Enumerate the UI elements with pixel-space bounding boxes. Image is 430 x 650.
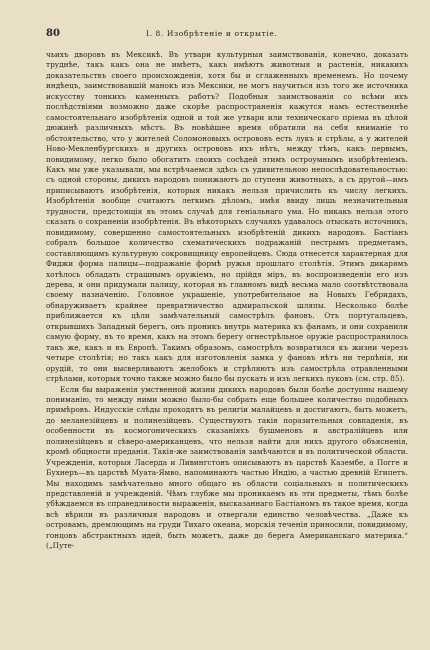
paragraph-1: чьихъ дворовъ въ Мексикѣ. Въ утвари культурныя заимствованія, конечно, доказать труднѣе, такъ какъ она не имѣетъ, какъ имѣютъ животныя и растенія, никакихъ доказательствъ своего происхожденія, хотя бы и сглаженныхъ временемъ. Но почему индѣецъ, заимствовавшій манокъ изъ Мексики, не могъ научиться изъ того же источника искусству тонкихъ каменныхъ работъ? Подобныя заимствованія со всѣми ихъ послѣдствіями возможно даже скорѣе распространенія кажутся намъ естественнѣе самостоятельнаго изобрѣтенія одной и той же утвари или техническаго пріема въ цѣлой дюжинѣ различныхъ мѣстъ. Въ новѣйшее время обратили на себя вниманіе то обстоятельство, что у жителей Соломоновыхъ острововъ есть лукъ и стрѣлы, а у жителей Ново-Мекленбургскихъ и другихъ острововъ ихъ нѣтъ, между тѣмъ, какъ первымъ, повидимому, легко было обогатить своихъ сосѣдей этимъ остроумнымъ изобрѣтеніемъ. Какъ мы уже указывали, мы встрѣчаемся здѣсь съ удивительною непослѣдовательностью: съ одной стороны, дикихъ народовъ понижаютъ до ступени животныхъ, а съ другой—имъ приписываютъ изобрѣтенія, которыя никакъ нельзя причислить къ числу легкихъ. Изобрѣтенія вообще считаютъ легкимъ дѣломъ, имѣя ввиду лишь незначительныя трудности, предстоящія въ этомъ случаѣ для геніальнаго ума. Но никакъ нельзя этого сказать о сохраненіи изобрѣтенія. Въ нѣкоторыхъ случаяхъ удавалось отыскать источникъ, повидимому, совершенно самостоятельныхъ изобрѣтеній дикихъ народовъ. Бастіанъ собралъ большое количество схематическихъ подражаній пестрымъ предметамъ, составляющимъ культурную сокровищницу европейцевъ. Сюда отнесется характерная для Фиджи форма палицы—подражаніе формѣ ружья прошлаго столѣтія. Этимъ дикарямъ хотѣлось обладать страшнымъ оружіемъ, но прійдя міръ, въ воспроизведеніи его изъ дерева, и они придумали палицу, которая въ главномъ видѣ весьма мало соотвѣтствовала своему назначенію. Головное украшеніе, употребительное на Новыхъ Гебридахъ, обнаруживаетъ крайнее превратничество адмиральской шляпы. Несколько болѣе приближается къ цѣли замѣчательный самострѣлъ фановъ. Отъ португальцевъ, открывшихъ Западный берегъ, онъ проникъ внутрь материка къ фанамъ, и они сохранили самую форму, въ то время, какъ на этомъ берегу огнестрѣльное оружіе распространилось такъ же, какъ и въ Европѣ. Такимъ образомъ, самострѣлъ возвратился къ жизни черезъ четыре столѣтія; но такъ какъ для изготовленія замка у фановъ нѣтъ ни терпѣнія, ни орудій, то они высверливаютъ желобокъ и стрѣляютъ изъ самострѣла отравленными стрѣлами, которыя точно также можно было бы пускать и изъ легкихъ луковъ (см. стр. 85).	[46, 50, 408, 384]
body-text	[46, 50, 408, 552]
page-number: 80	[46, 28, 60, 39]
running-head: I. 8. Изобрѣтеніе и открытіе.	[146, 29, 278, 38]
paragraph-2: Если бы выраженія умственной жизни дикихъ народовъ были болѣе доступны нашему пониманію, то между ними можно было-бы собрать еще большее количество подобныхъ примѣровъ. Индусскіе слѣды проходятъ въ религіи малайцевъ и достигаютъ, быть можетъ, до меланезійцевъ и полинезійцевъ. Существуютъ такія поразительныя совпаденія, въ особенности въ космогоническихъ сказаніяхъ бушменовъ и австралійцевъ или полинезійцевъ и сѣверо-американцевъ, что нельзя найти для нихъ другого объясненія, кромѣ общности преданія. Такія-же заимствованія замѣчаются и въ политической области. Учрежденія, которыя Ласерда и Ливингстонъ описываютъ въ царствѣ Казембе, а Погге и Бухнеръ—въ царствѣ Муата-Ямво, напоминаютъ частью Индію, а частью древній Египетъ. Мы находимъ замѣчательно много общаго въ области соціальныхъ и политическихъ представленій и учрежденій. Чѣмъ глубже мы проникаемъ въ эти предметы, тѣмъ болѣе убѣждаемся въ справедливости выраженія, высказаннаго Бастіаномъ въ такое время, когда всѣ вѣрили въ различныя народовъ и отвергали единство человѣчества. „Даже къ островамъ, дремлющимъ на груди Тихаго океана, морскія теченія приносили, повидимому, гонцовъ абстрактныхъ идей, быть можетъ, даже до берега Американскаго материка.“ („Путе-	[46, 384, 408, 551]
page-header	[46, 28, 408, 44]
